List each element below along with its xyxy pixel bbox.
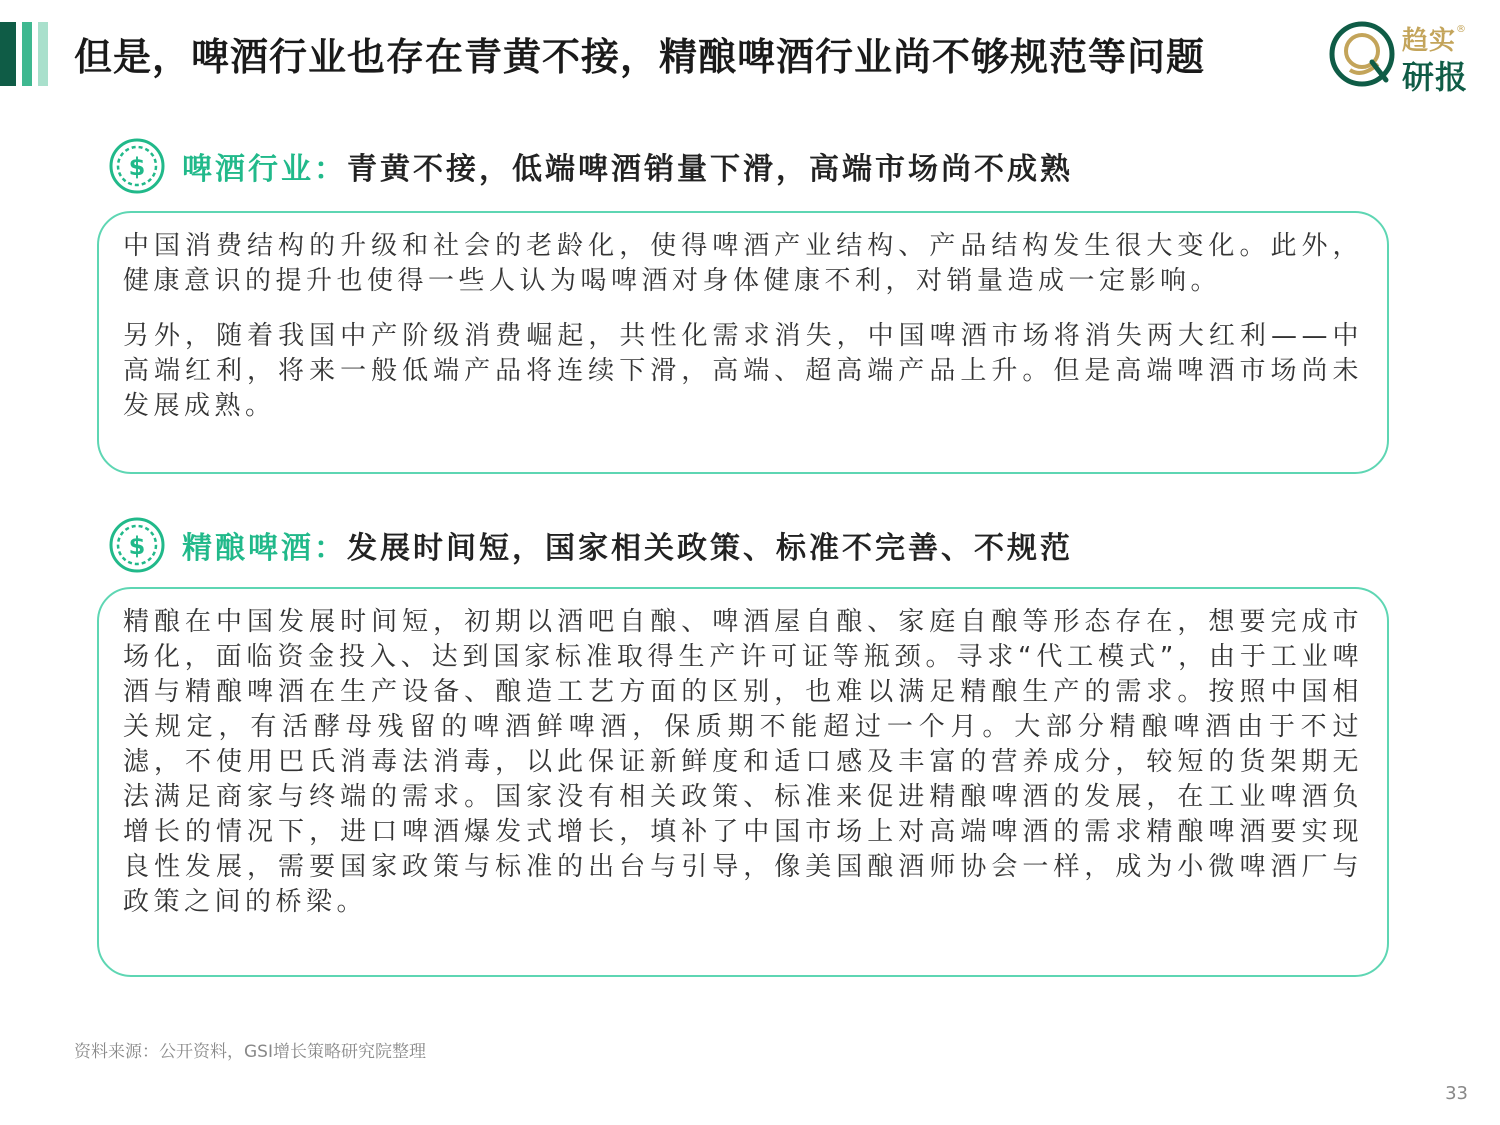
- page-title: 但是，啤酒行业也存在青黄不接，精酿啤酒行业尚不够规范等问题: [74, 35, 1206, 79]
- dollar-coin-icon: [108, 137, 166, 195]
- heading-rest-label: 青黄不接，低端啤酒销量下滑，高端市场尚不成熟: [347, 152, 1073, 187]
- heading-rest-label: 发展时间短，国家相关政策、标准不完善、不规范: [347, 531, 1073, 566]
- accent-bar-light: [38, 22, 48, 86]
- section-heading-text: [182, 523, 1073, 567]
- logo-text-bottom: 研报: [1402, 58, 1469, 96]
- section-text-box-craft-beer: [97, 587, 1389, 977]
- title-accent-bars: [0, 22, 48, 86]
- source-note: 资料来源：公开资料，GSI增长策略研究院整理: [74, 1042, 426, 1062]
- paragraph: 精酿在中国发展时间短，初期以酒吧自酿、啤酒屋自酿、家庭自酿等形态存在，想要完成市场化，面临资金投入、达到国家标准取得生产许可证等瓶颈。寻求“代工模式”，由于工业啤酒与精酿啤酒在生产设备、酿造工艺方面的区别，也难以满足精酿生产的需求。按照中国相关规定，有活酵母残留的啤酒鲜啤酒，保质期不能超过一个月。大部分精酿啤酒由于不过滤，不使用巴氏消毒法消毒，以此保证新鲜度和适口感及丰富的营养成分，较短的货架期无法满足商家与终端的需求。国家没有相关政策、标准来促进精酿啤酒的发展，在工业啤酒负增长的情况下，进口啤酒爆发式增长，填补了中国市场上对高端啤酒的需求精酿啤酒要实现良性发展，需要国家政策与标准的出台与引导，像美国酿酒师协会一样，成为小微啤酒厂与政策之间的桥梁。: [123, 607, 1363, 917]
- section-heading-text: [182, 144, 1073, 188]
- section-heading-craft-beer: [108, 516, 1073, 574]
- heading-accent-label: 精酿啤酒：: [182, 531, 347, 566]
- svg-text:$: $: [128, 153, 146, 181]
- page-number: 33: [1445, 1083, 1468, 1104]
- accent-bar-mid: [22, 22, 32, 86]
- paragraph: 中国消费结构的升级和社会的老龄化，使得啤酒产业结构、产品结构发生很大变化。此外，健康意识的提升也使得一些人认为喝啤酒对身体健康不利，对销量造成一定影响。: [123, 231, 1363, 296]
- logo-text-top: 趋实: [1402, 26, 1457, 56]
- brand-logo-icon: [1328, 18, 1398, 90]
- heading-accent-label: 啤酒行业：: [182, 152, 347, 187]
- svg-text:$: $: [128, 532, 146, 560]
- accent-bar-dark: [0, 22, 16, 86]
- section-heading-beer-industry: [108, 137, 1073, 195]
- dollar-coin-icon: [108, 516, 166, 574]
- paragraph: 另外，随着我国中产阶级消费崛起，共性化需求消失，中国啤酒市场将消失两大红利——中高端红利，将来一般低端产品将连续下滑，高端、超高端产品上升。但是高端啤酒市场尚未发展成熟。: [123, 321, 1363, 421]
- brand-logo: [1328, 18, 1478, 96]
- section-text-box-beer-industry: [97, 211, 1389, 474]
- logo-registered-mark: ®: [1456, 24, 1466, 35]
